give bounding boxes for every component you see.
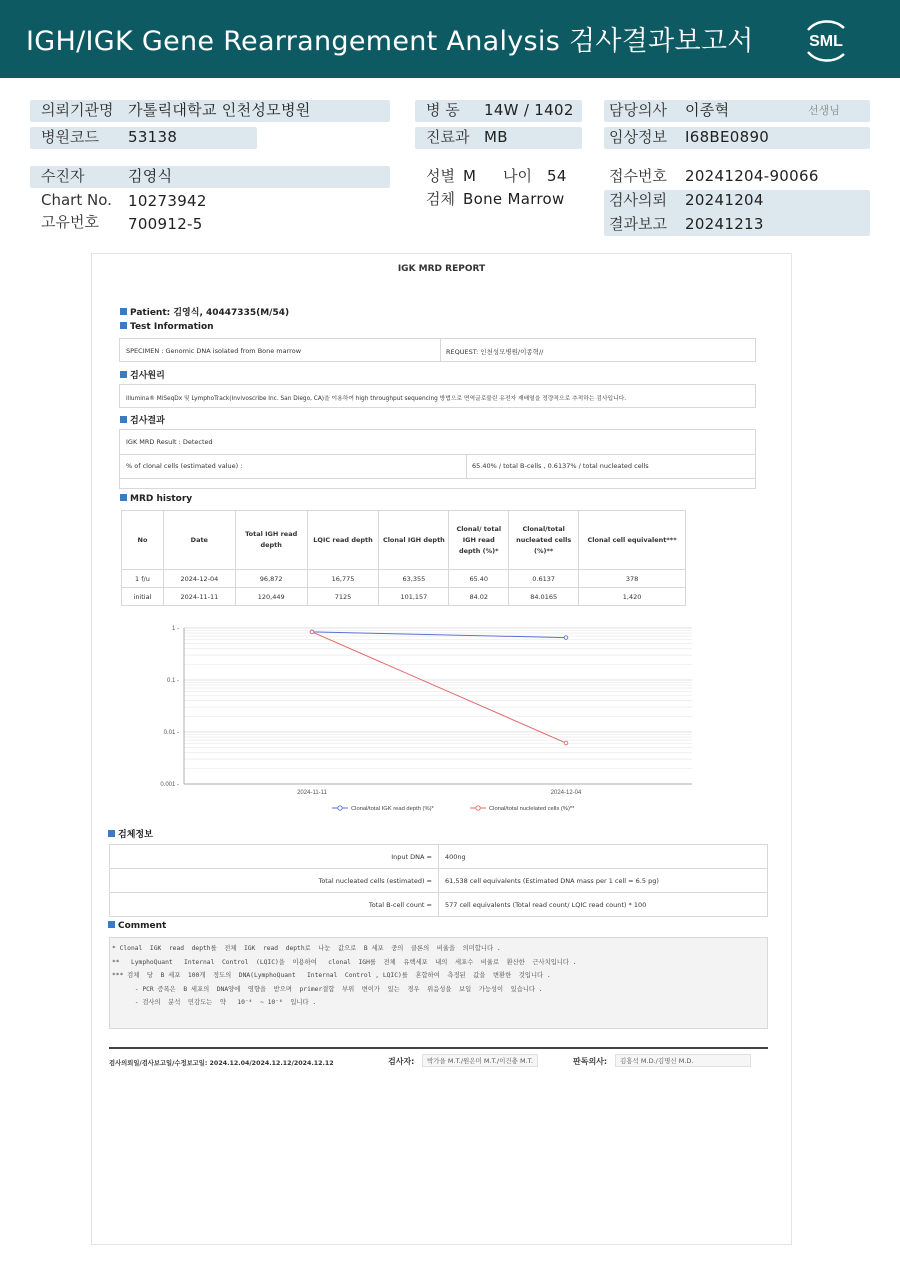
test-info-heading: Test Information <box>120 322 214 332</box>
history-heading: MRD history <box>120 494 192 504</box>
dept-value: MB <box>484 128 508 146</box>
report-title: IGH/IGK Gene Rearrangement Analysis 검사결과보고서 <box>26 26 754 57</box>
result-box <box>119 429 756 489</box>
test-info-box <box>119 338 756 362</box>
chart-label: Chart No. <box>41 191 112 209</box>
specimen-label: 검체 <box>426 190 455 208</box>
result-line-1: IGK MRD Result : Detected <box>126 438 213 446</box>
data-point <box>564 636 568 640</box>
svg-text:SML: SML <box>809 33 843 50</box>
result-line-2-value: 65.40% / total B-cells , 0.6137% / total nucleated cells <box>472 462 649 470</box>
reader-value: 김홍석 M.D./김명신 M.D. <box>615 1054 751 1067</box>
legend-marker <box>476 806 480 810</box>
comment-line: ** LymphoQuant Internal Control (LQIC)을 이용하여 clonal IGH를 전체 유핵세포 내의 세포수 비율로 환산한 근사치입니다 . <box>112 958 577 966</box>
y-tick-label: 0.001 - <box>160 782 179 788</box>
bullet-icon <box>120 371 127 378</box>
institution-label: 의뢰기관명 <box>41 101 114 119</box>
comment-line: - 검사의 분석 민감도는 약 10⁻⁴ ~ 10⁻⁶ 입니다 . <box>112 999 317 1006</box>
request-text: REQUEST: 인천성모병원/이종혁// <box>446 348 544 356</box>
legend-label: Clonal/total IGK read depth (%)* <box>351 806 434 812</box>
specimen-info-heading: 검체정보 <box>108 827 153 840</box>
header-banner <box>0 0 900 78</box>
table-row: Total nucleated cells (estimated) = 61,538 cell equivalents (Estimated DNA mass per 1 cell = 6.5 pg) <box>110 869 768 893</box>
comment-box <box>109 937 768 1029</box>
comment-line: *** 검체 당 B 세포 100개 정도의 DNA(LymphoQuant Internal Control , LQIC)를 혼합하여 측정된 값을 변환한 것입니다 . <box>112 972 551 979</box>
y-tick-label: 0.01 - <box>163 730 179 736</box>
code-label: 병원코드 <box>41 128 99 146</box>
result-heading: 검사결과 <box>120 413 165 426</box>
legend-marker <box>338 806 342 810</box>
chart-value: 10273942 <box>128 192 207 210</box>
data-point <box>564 741 568 745</box>
code-value: 53138 <box>128 128 178 146</box>
receipt-label: 접수번호 <box>609 167 667 185</box>
footer-divider <box>109 1047 768 1049</box>
col-lqic-depth: LQIC read depth <box>307 511 379 570</box>
doctor-label: 담당의사 <box>609 101 667 119</box>
table-row: 1 f/u 2024-12-04 96,872 16,775 63,355 65.40 0.6137 378 <box>122 570 686 588</box>
table-row: Input DNA = 400ng <box>110 845 768 869</box>
principle-heading: 검사원리 <box>120 368 165 381</box>
y-tick-label: 0.1 - <box>166 678 179 684</box>
report-heading: IGK MRD REPORT <box>397 264 486 274</box>
clinical-label: 임상정보 <box>609 128 667 146</box>
footer-dates: 검사의뢰일/검사보고일/수정보고일: 2024.12.04/2024.12.12/2024.12.12 <box>109 1060 334 1067</box>
comment-heading: Comment <box>108 921 166 931</box>
sex-value: M <box>463 167 477 185</box>
receipt-value: 20241204-90066 <box>685 167 819 185</box>
clinical-value: I68BE0890 <box>685 128 770 146</box>
legend-label: Clonal/total nuclelated cells (%)** <box>489 806 575 812</box>
bullet-icon <box>108 830 115 837</box>
col-date: Date <box>163 511 235 570</box>
doctor-suffix: 선생님 <box>808 104 840 117</box>
bullet-icon <box>120 416 127 423</box>
sex-label: 성별 <box>426 167 455 185</box>
request-label: 검사의뢰 <box>609 191 667 209</box>
bullet-icon <box>120 322 127 329</box>
mrd-history-table <box>121 510 686 606</box>
result-value: 20241213 <box>685 215 764 233</box>
tester-value: 박가을 M.T./원은미 M.T./이건충 M.T. <box>422 1054 538 1067</box>
ward-label: 병 동 <box>426 101 460 119</box>
data-point <box>310 630 314 634</box>
col-clonal-pct: Clonal/ total IGH read depth (%)* <box>449 511 509 570</box>
col-total-depth: Total IGH read depth <box>235 511 307 570</box>
comment-line: - PCR 증폭은 B 세포의 DNA양에 영향을 받으며 primer결합 부위 변이가 있는 경우 위음성을 보일 가능성이 있습니다 . <box>112 985 543 993</box>
mrd-report <box>91 253 792 1245</box>
result-line-2-label: % of clonal cells (estimated value) : <box>126 462 243 470</box>
institution-value: 가톨릭대학교 인천성모병원 <box>128 101 311 119</box>
comment-line: * Clonal IGK read depth를 전체 IGK read depth로 나눈 값으로 B 세포 중의 클론의 비율을 의미합니다 . <box>112 945 501 952</box>
specimen-text: SPECIMEN : Genomic DNA isolated from Bone marrow <box>126 347 302 355</box>
reader-label: 판독의사: <box>573 1057 608 1066</box>
dept-label: 진료과 <box>426 128 470 146</box>
col-cell-equivalent: Clonal cell equivalent*** <box>579 511 686 570</box>
table-row: initial 2024-11-11 120,449 7125 101,157 84.02 84.0165 1,420 <box>122 588 686 606</box>
table-row: Total B-cell count = 577 cell equivalents (Total read count/ LQIC read count) * 100 <box>110 893 768 917</box>
age-label: 나이 <box>503 167 532 185</box>
bullet-icon <box>120 308 127 315</box>
specimen-info-table <box>109 844 768 917</box>
patient-line: Patient: 김영식, 40447335(M/54) <box>120 305 289 318</box>
sml-logo-icon <box>800 14 852 66</box>
y-tick-label: 1 - <box>171 626 179 632</box>
table-header-row <box>122 511 686 570</box>
patient-value: 김영식 <box>128 167 173 185</box>
patient-label: 수진자 <box>41 167 85 185</box>
bullet-icon <box>108 921 115 928</box>
doctor-value: 이종혁 <box>685 101 730 119</box>
x-tick-label: 2024-11-11 <box>297 790 327 796</box>
id-label: 고유번호 <box>41 213 99 231</box>
col-clonal-depth: Clonal IGH depth <box>379 511 449 570</box>
principle-box <box>119 384 756 408</box>
bullet-icon <box>120 494 127 501</box>
request-value: 20241204 <box>685 191 764 209</box>
age-value: 54 <box>547 167 567 185</box>
id-value: 700912-5 <box>128 215 203 233</box>
tester-label: 검사자: <box>388 1057 415 1066</box>
x-tick-label: 2024-12-04 <box>550 790 582 796</box>
specimen-value: Bone Marrow <box>463 190 565 208</box>
principle-text: Illumina® MiSeqDx 및 LymphoTrack(Invivoscribe Inc. San Diego, CA)을 이용하여 high throughput sequencing 방법으로 면역글로불린 유전자 재배열을 정량적으로 추적하는 검사입니다. <box>126 396 627 402</box>
col-no: No <box>122 511 164 570</box>
result-label: 결과보고 <box>609 215 667 233</box>
col-nucleated-pct: Clonal/total nucleated cells (%)** <box>509 511 579 570</box>
ward-value: 14W / 1402 <box>484 101 574 119</box>
mrd-history-chart <box>92 614 791 824</box>
